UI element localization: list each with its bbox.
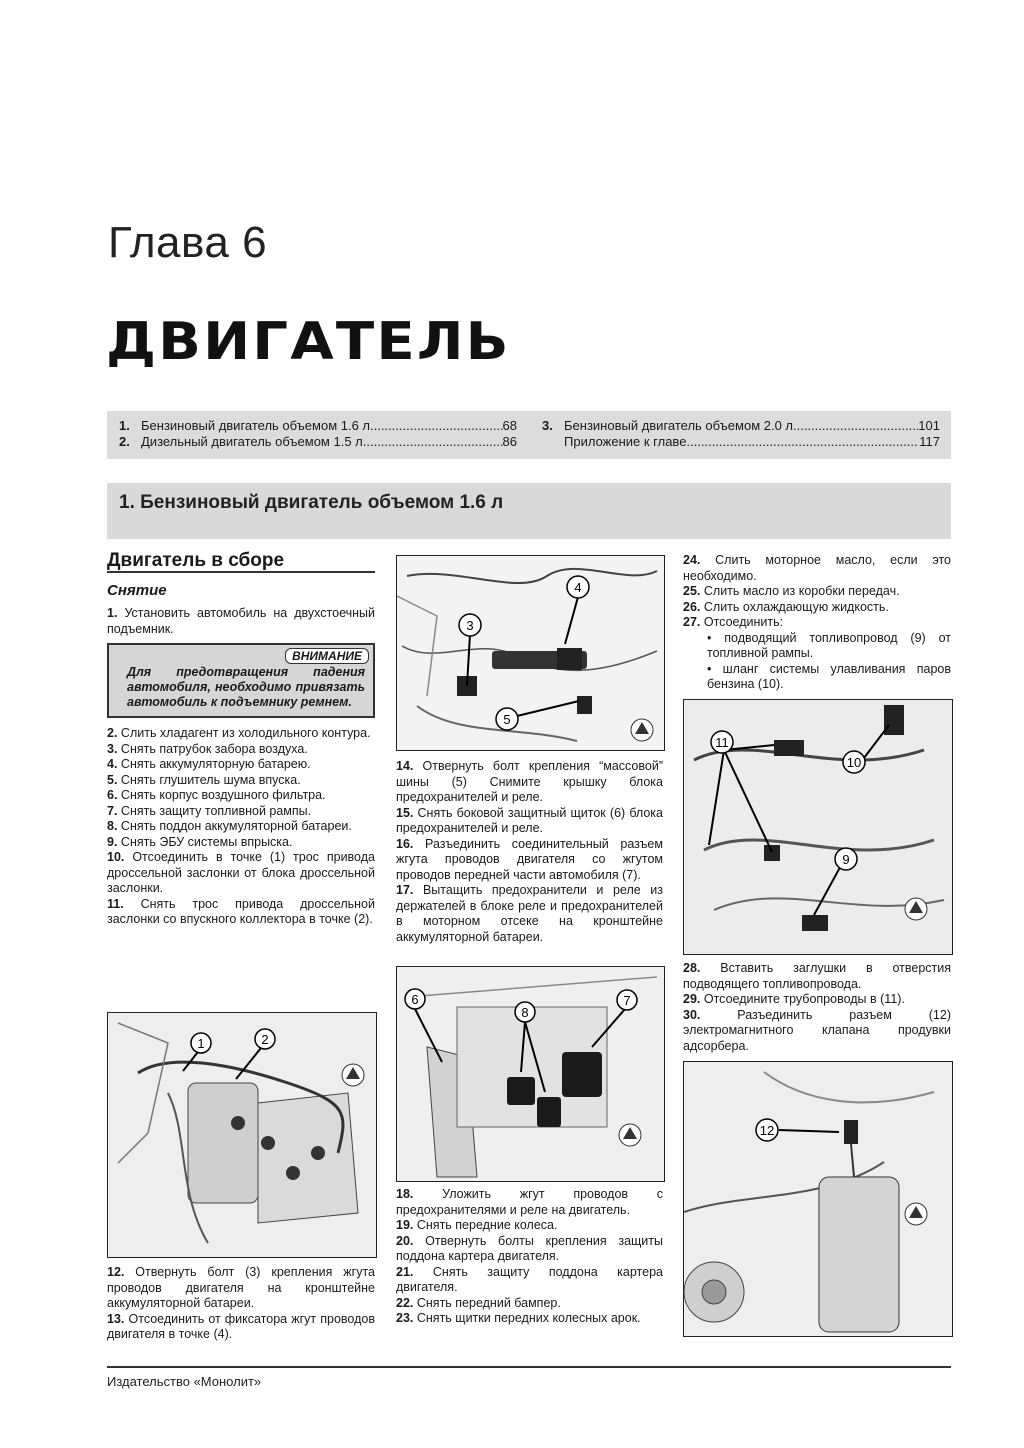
step: 9. Снять ЭБУ системы впрыска. (107, 834, 293, 849)
step: 26. Слить охлаждающую жидкость. (683, 599, 889, 614)
step: 5. Снять глушитель шума впуска. (107, 772, 301, 787)
toc-entry[interactable] (542, 434, 940, 449)
engine-intake-illustration (108, 1013, 376, 1257)
figure-fuel-line (683, 699, 953, 955)
toc-text: Приложение к главе (564, 434, 687, 449)
toc-page: 101 (918, 418, 940, 433)
callout-label: 7 (623, 993, 631, 1008)
callout-label: 9 (842, 852, 850, 867)
step: 6. Снять корпус воздушного фильтра. (107, 788, 326, 802)
step: 7. Снять защиту топливной рампы. (107, 803, 312, 818)
callout-label: 8 (521, 1005, 529, 1020)
subsection-title: Двигатель в сборе (107, 553, 375, 573)
relay-block-illustration (397, 967, 664, 1181)
callout-label: 1 (197, 1036, 205, 1051)
toc-number: 1. (119, 418, 130, 433)
publisher-logo-icon (905, 1203, 927, 1225)
callout-label: 11 (715, 735, 729, 750)
step: 2. Слить хладагент из холодильного контура. (107, 726, 371, 740)
step: 25. Слить масло из коробки передач. (683, 584, 900, 598)
step: 28. Вставить заглушки в отверстия подводящего топливопровода. (683, 961, 951, 991)
step: 29. Отсоедините трубопроводы в (11). (683, 992, 905, 1006)
engine-bay-illustration (397, 556, 664, 750)
toc-page: 117 (919, 434, 940, 449)
figure-purge-valve (683, 1061, 953, 1337)
fuel-rail-illustration (684, 700, 952, 954)
subheading: Снятие (107, 581, 167, 599)
column-3-middle (683, 961, 951, 1054)
step: 11. Снять трос привода дроссельной заслонки со впускного коллектора в точке (2). (107, 896, 375, 926)
warning-text: Для предотвращения падения автомобиля, необходимо привязать автомобиль к подъемнику ремнем. (127, 665, 365, 709)
step: 12. Отвернуть болт (3) крепления жгута проводов двигателя на кронштейне аккумуляторной батареи. (107, 1265, 375, 1310)
callout-label: 3 (466, 618, 474, 633)
callout-label: 2 (261, 1032, 269, 1047)
bullet-item: • шланг системы улавливания паров бензина (10). (707, 661, 951, 691)
section-title: 1. Бензиновый двигатель объемом 1.6 л (119, 492, 504, 513)
toc-text: Бензиновый двигатель объемом 1.6 л (141, 418, 371, 433)
footer-divider (107, 1366, 951, 1368)
canister-illustration (684, 1062, 952, 1336)
publisher-logo-icon (631, 719, 653, 741)
callout-label: 10 (846, 755, 862, 770)
step: 22. Снять передний бампер. (396, 1295, 561, 1310)
warning-box (107, 643, 375, 718)
toc-text: Дизельный двигатель объемом 1.5 л (141, 434, 363, 449)
step: 4. Снять аккумуляторную батарею. (107, 757, 311, 771)
chapter-title: ДВИГАТЕЛЬ (106, 312, 511, 372)
step: 15. Снять боковой защитный щиток (6) блока предохранителей и реле. (396, 805, 663, 835)
toc-number: 3. (542, 418, 553, 433)
step: 13. Отсоединить от фиксатора жгут проводов двигателя в точке (4). (107, 1311, 375, 1341)
publisher-logo-icon (905, 898, 927, 920)
toc-leader (363, 434, 503, 449)
publisher-logo-icon (619, 1124, 641, 1146)
toc-number: 2. (119, 434, 130, 449)
section-header (107, 483, 951, 539)
step: 17. Вытащить предохранители и реле из держателей в блоке реле и предохранителей в моторном отсеке на кронштейне аккумуляторной батареи. (396, 883, 663, 944)
callout-label: 4 (574, 580, 582, 595)
step: 8. Снять поддон аккумуляторной батареи. (107, 819, 352, 833)
step: 10. Отсоединить в точке (1) трос привода дроссельной заслонки от блока дроссельной заслонки. (107, 850, 375, 895)
figure-throttle-cable (107, 1012, 377, 1258)
table-of-contents (107, 411, 951, 459)
callout-label: 12 (759, 1123, 775, 1138)
publisher-logo-icon (342, 1064, 364, 1086)
toc-leader (370, 418, 503, 433)
step: 3. Снять патрубок забора воздуха. (107, 741, 308, 756)
step: 21. Снять защиту поддона картера двигателя. (396, 1264, 663, 1294)
toc-page: 86 (502, 434, 517, 449)
step: 30. Разъединить разъем (12) электромагнитного клапана продувки адсорбера. (683, 1007, 951, 1053)
publisher-footer: Издательство «Монолит» (107, 1374, 262, 1389)
toc-leader (686, 434, 919, 449)
callout-label: 6 (411, 992, 419, 1007)
bullet-item: • подводящий топливопровод (9) от топливной рампы. (707, 630, 951, 660)
toc-leader (793, 418, 918, 433)
step: 24. Слить моторное масло, если это необходимо. (683, 553, 951, 583)
toc-number (542, 434, 564, 449)
toc-text: Бензиновый двигатель объемом 2.0 л (564, 418, 794, 433)
step: 23. Снять щитки передних колесных арок. (396, 1311, 641, 1325)
figure-relay-block (396, 966, 665, 1182)
column-3-top (683, 553, 951, 693)
toc-entry[interactable] (542, 418, 940, 433)
column-1 (107, 550, 375, 928)
warning-label: ВНИМАНИЕ (285, 648, 369, 664)
column-1-bottom (107, 1265, 375, 1343)
step: 19. Снять передние колеса. (396, 1218, 558, 1232)
step: 27. Отсоединить: (683, 615, 784, 629)
step: 1. Установить автомобиль на двухстоечный подъемник. (107, 606, 375, 636)
toc-entry[interactable] (119, 434, 517, 449)
figure-fuse-box-bolts (396, 555, 665, 751)
callout-label: 5 (503, 712, 511, 727)
step: 20. Отвернуть болты крепления защиты поддона картера двигателя. (396, 1233, 664, 1263)
column-2-middle (396, 759, 663, 945)
chapter-number: Глава 6 (108, 218, 268, 267)
step: 18. Уложить жгут проводов с предохранителями и реле на двигатель. (396, 1187, 663, 1217)
toc-page: 68 (502, 418, 517, 433)
toc-entry[interactable] (119, 418, 517, 433)
step: 14. Отвернуть болт крепления “массовой” шины (5) Снимите крышку блока предохранителей и реле. (396, 759, 663, 804)
step: 16. Разъединить соединительный разъем жгута проводов двигателя со жгутом проводов передней части автомобиля (7). (396, 836, 663, 882)
column-2-bottom (396, 1187, 663, 1327)
